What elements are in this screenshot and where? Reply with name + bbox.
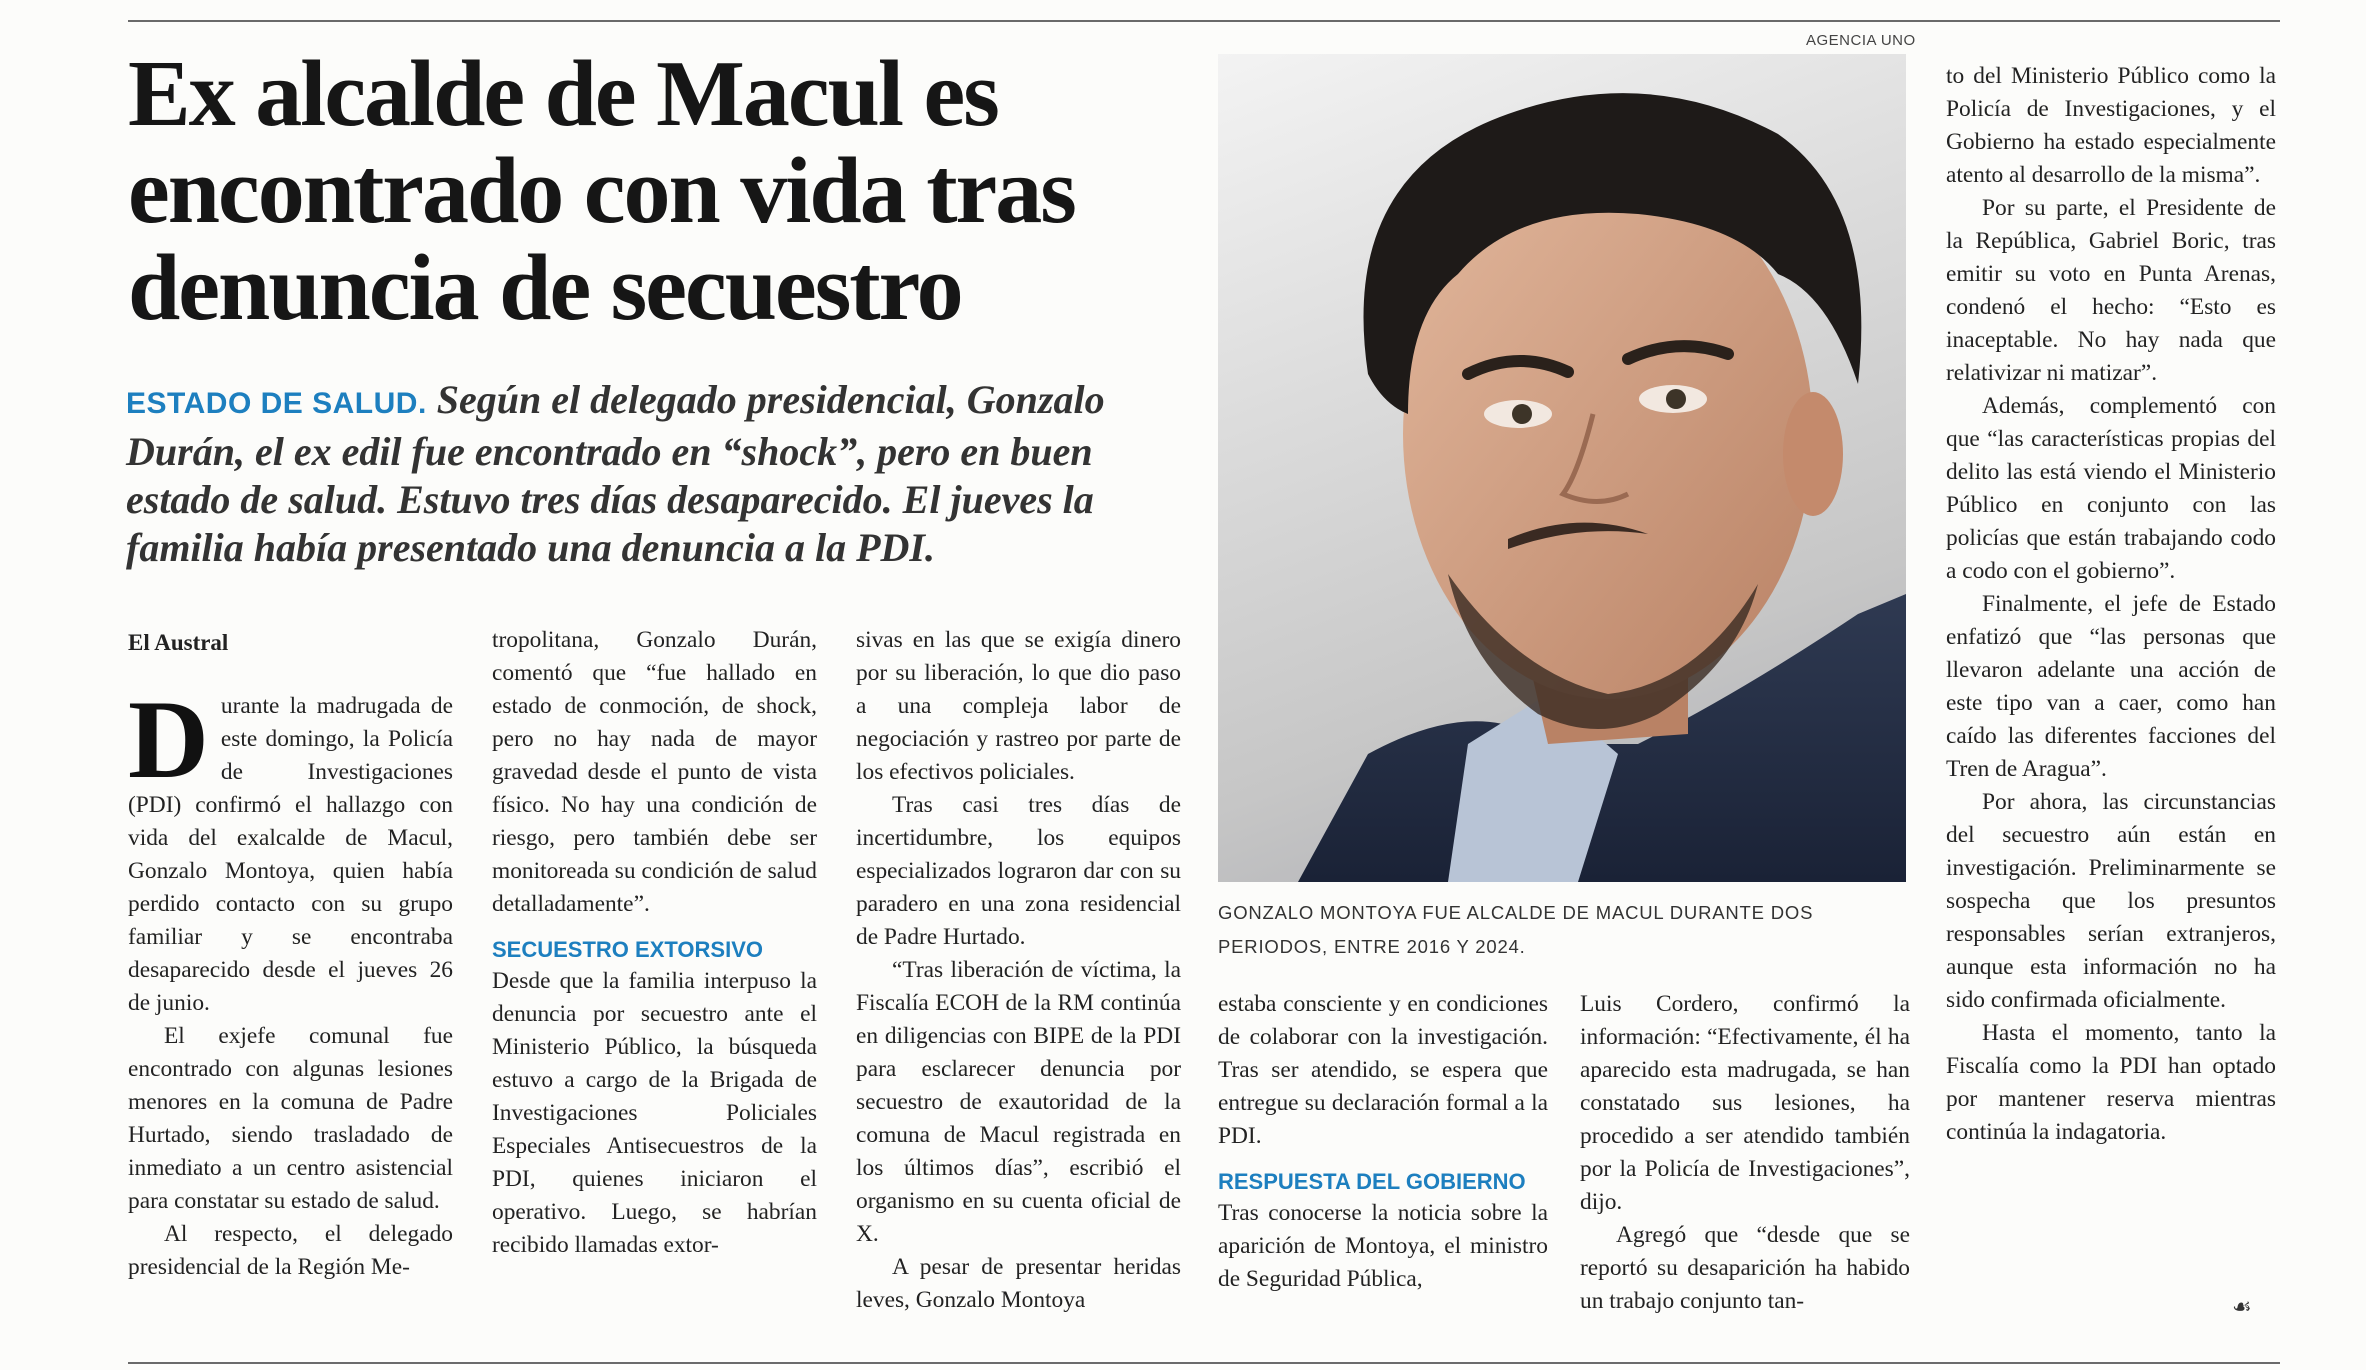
article-column-5 xyxy=(1580,988,1910,1318)
article-column-2 xyxy=(492,624,817,1262)
paragraph: Por ahora, las circunstancias del secuestro aún están en investigación. Preliminarmente se sospecha que los presuntos responsables serían extranjeros, aunque esta información no ha sido confirmada oficialmente. xyxy=(1946,789,2276,1013)
paragraph: Desde que la familia interpuso la denuncia por secuestro ante el Ministerio Público, la búsqueda estuvo a cargo de la Brigada de Investigaciones Policiales Especiales Antisecuestros de la PDI, quienes iniciaron el operativo. Luego, se habrían recibido llamadas extor- xyxy=(492,968,817,1258)
subheading: SECUESTRO EXTORSIVO xyxy=(492,937,763,962)
paragraph: Tras casi tres días de incertidumbre, los equipos especializados lograron dar con su paradero en una zona residencial de Padre Hurtado. xyxy=(856,792,1181,950)
article-column-4 xyxy=(1218,988,1548,1296)
paragraph: Por su parte, el Presidente de la República, Gabriel Boric, tras emitir su voto en Punta Arenas, condenó el hecho: “Esto es inaceptable. No hay nada que relativizar ni matizar”. xyxy=(1946,195,2276,386)
portrait-photo xyxy=(1218,54,1906,882)
photo-credit: AGENCIA UNO xyxy=(1806,32,1916,49)
lede-text: Según el delegado presidencial, Gonzalo Durán, el ex edil fue encontrado en “shock”, pero en buen estado de salud. Estuvo tres días desaparecido. El jueves la familia había presentado una denuncia a la PDI. xyxy=(126,377,1105,570)
paragraph: Hasta el momento, tanto la Fiscalía como la PDI han optado por mantener reserva mientras continúa la indagatoria. xyxy=(1946,1020,2276,1145)
paragraph: A pesar de presentar heridas leves, Gonzalo Montoya xyxy=(856,1254,1181,1313)
paragraph: sivas en las que se exigía dinero por su liberación, lo que dio paso a una compleja labor de negociación y rastreo por parte de los efectivos policiales. xyxy=(856,627,1181,785)
paragraph: to del Ministerio Público como la Policía de Investigaciones, y el Gobierno ha estado especialmente atento al desarrollo de la misma”. xyxy=(1946,63,2276,188)
article-column-1 xyxy=(128,678,453,1284)
lede-kicker: ESTADO DE SALUD. xyxy=(126,387,427,420)
paragraph: Luis Cordero, confirmó la información: “Efectivamente, él ha aparecido esta madrugada, se han constatado sus lesiones, ha procedido a ser atendido también por la Policía de Investigaciones”, dijo. xyxy=(1580,991,1910,1215)
paragraph: Además, complementó con que “las características propias del delito las está viendo el Ministerio Público en conjunto con las policías que están trabajando codo a codo con el gobierno”. xyxy=(1946,393,2276,584)
paragraph: Finalmente, el jefe de Estado enfatizó que “las personas que llevaron adelante una acción de este tipo van a caer, como han caído las diferentes facciones del Tren de Aragua”. xyxy=(1946,591,2276,782)
drop-cap: D xyxy=(128,678,209,802)
article-column-6 xyxy=(1946,60,2276,1149)
paragraph: Tras conocerse la noticia sobre la aparición de Montoya, el ministro de Seguridad Pública, xyxy=(1218,1200,1548,1292)
paragraph: Agregó que “desde que se reportó su desaparición ha habido un trabajo conjunto tan- xyxy=(1580,1222,1910,1314)
byline: El Austral xyxy=(128,630,229,655)
subheading: RESPUESTA DEL GOBIERNO xyxy=(1218,1169,1526,1194)
end-mark-icon: ☙ xyxy=(2232,1294,2252,1319)
photo-caption: GONZALO MONTOYA FUE ALCALDE DE MACUL DURANTE DOS PERIODOS, ENTRE 2016 Y 2024. xyxy=(1218,902,1814,957)
paragraph: urante la madrugada de este domingo, la Policía de Investigaciones (PDI) confirmó el hallazgo con vida del exalcalde de Macul, Gonzalo Montoya, quien había perdido contacto con su grupo familiar y se encontraba desaparecido desde el jueves 26 de junio. xyxy=(128,693,453,1016)
paragraph: Al respecto, el delegado presidencial de la Región Me- xyxy=(128,1221,453,1280)
paragraph: estaba consciente y en condiciones de colaborar con la investigación. Tras ser atendido, se espera que entregue su declaración formal a la PDI. xyxy=(1218,991,1548,1149)
paragraph: “Tras liberación de víctima, la Fiscalía ECOH de la RM continúa en diligencias con BIPE de la PDI para esclarecer denuncia por secuestro de exautoridad de la comuna de Macul registrada en los últimos días”, escribió el organismo en su cuenta oficial de X. xyxy=(856,957,1181,1247)
article-column-3 xyxy=(856,624,1181,1317)
paragraph: tropolitana, Gonzalo Durán, comentó que “fue hallado en estado de conmoción, de shock, pero no hay nada de mayor gravedad desde el punto de vista físico. No hay una condición de riesgo, pero también debe ser monitoreada su condición de salud detalladamente”. xyxy=(492,627,817,917)
top-rule xyxy=(128,20,2280,22)
lede xyxy=(126,376,1196,572)
paragraph: El exjefe comunal fue encontrado con algunas lesiones menores en la comuna de Padre Hurtado, siendo trasladado de inmediato a un centro asistencial para constatar su estado de salud. xyxy=(128,1023,453,1214)
headline: Ex alcalde de Macul es encontrado con vida tras denuncia de secuestro xyxy=(128,42,1075,340)
bottom-rule xyxy=(128,1362,2280,1364)
